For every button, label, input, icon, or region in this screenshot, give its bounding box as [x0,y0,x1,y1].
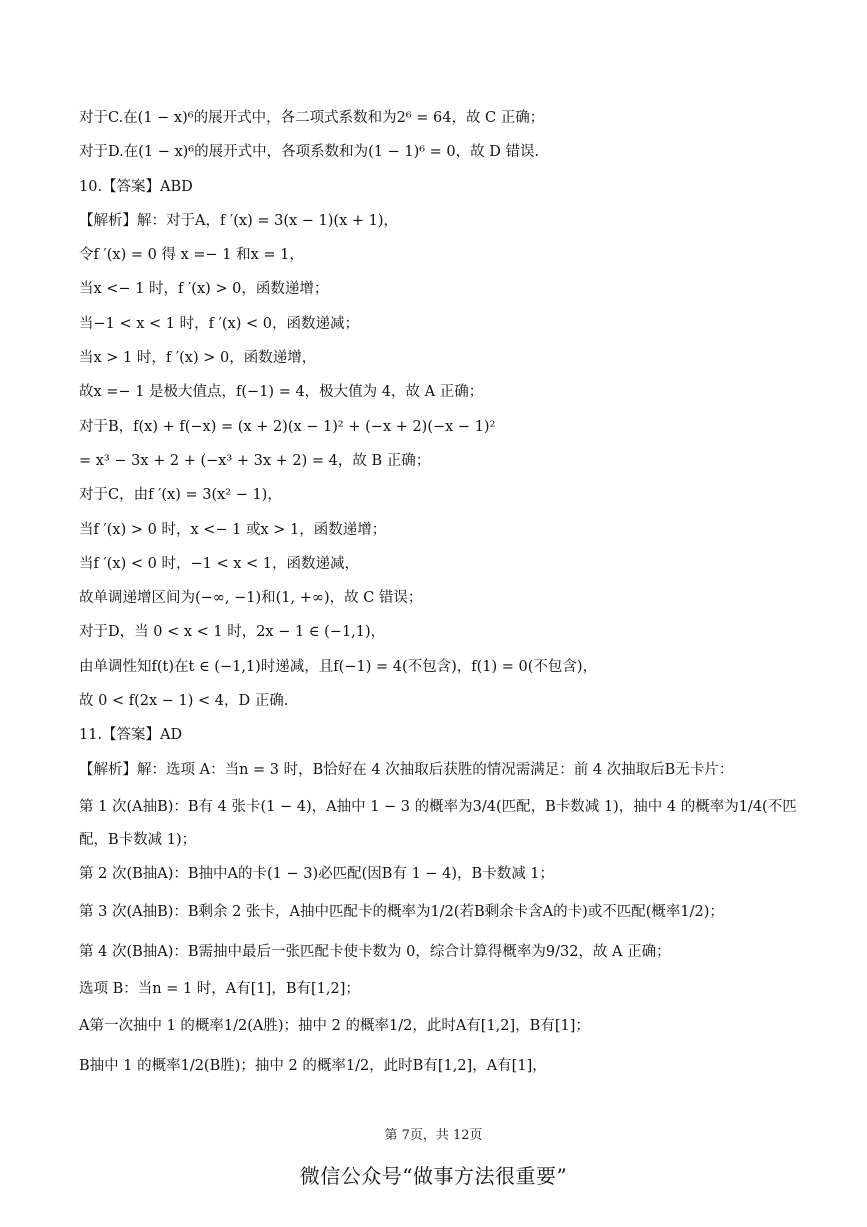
text-line: 【解析】解：选项 A：当n = 3 时，B恰好在 4 次抽取后获胜的情况需满足：前 4 次抽取后B无卡片： [79,761,734,778]
text-line: 【解析】解：对于A，f ′(x) = 3(x − 1)(x + 1)， [79,212,398,229]
text-line: 对于D，当 0 < x < 1 时，2x − 1 ∈ (−1,1)， [79,624,386,641]
text-line: 当x <− 1 时，f ′(x) > 0，函数递增； [79,281,329,298]
text-line: 故x =− 1 是极大值点，f(−1) = 4，极大值为 4，故 A 正确； [79,384,484,401]
text-line: 由单调性知f(t)在t ∈ (−1,1)时递减，且f(−1) = 4(不包含)，f(1) = 0(不包含)， [79,658,598,675]
answer-heading: 10.【答案】ABD [79,178,193,195]
page-number: 第 7页，共 12页 [384,1128,483,1143]
text-line: A第一次抽中 1 的概率1/2(A胜)；抽中 2 的概率1/2，此时A有[1,2]，B有[1]； [79,1017,590,1034]
text-line: 第 4 次(B抽A)：B需抽中最后一张匹配卡使卡数为 0，综合计算得概率为9/32，故 A 正确； [79,943,671,960]
text-line: 当f ′(x) < 0 时，−1 < x < 1，函数递减， [79,555,359,572]
text-line: 对于B，f(x) + f(−x) = (x + 2)(x − 1)² + (−x + 2)(−x − 1)² [79,418,496,435]
text-line: 第 3 次(A抽B)：B剩余 2 张卡，A抽中匹配卡的概率为1/2(若B剩余卡含A的卡)或不匹配(概率1/2)； [79,903,724,920]
text-line: 配，B卡数减 1)； [79,831,197,848]
text-line: 选项 B：当n = 1 时，A有[1]，B有[1,2]； [79,980,360,997]
text-line: 第 2 次(B抽A)：B抽中A的卡(1 − 3)必匹配(因B有 1 − 4)，B卡数减 1； [79,866,555,883]
text-line: = x³ − 3x + 2 + (−x³ + 3x + 2) = 4，故 B 正确； [79,452,431,469]
text-line: B抽中 1 的概率1/2(B胜)；抽中 2 的概率1/2，此时B有[1,2]，A有[1]， [79,1057,547,1074]
watermark-text: 微信公众号“做事方法很重要” [299,1164,568,1188]
text-line: 第 1 次(A抽B)：B有 4 张卡(1 − 4)，A抽中 1 − 3 的概率为3/4(匹配，B卡数减 1)，抽中 4 的概率为1/4(不匹 [79,798,797,815]
solution-text [79,108,799,1093]
text-line: 当x > 1 时，f ′(x) > 0，函数递增， [79,350,317,367]
text-line: 故单调递增区间为(−∞, −1)和(1, +∞)，故 C 错误； [79,590,423,607]
text-line: 对于C.在(1 − x)⁶的展开式中，各二项式系数和为2⁶ = 64，故 C 正确； [79,110,545,126]
text-line: 当−1 < x < 1 时，f ′(x) < 0，函数递减； [79,315,359,332]
answer-heading: 11.【答案】AD [79,727,183,744]
text-line: 对于D.在(1 − x)⁶的展开式中，各项系数和为(1 − 1)⁶ = 0，故 D 错误. [79,144,540,161]
text-line: 故 0 < f(2x − 1) < 4，D 正确. [79,693,289,710]
text-line: 对于C，由f ′(x) = 3(x² − 1)， [79,487,282,504]
text-line: 令f ′(x) = 0 得 x =− 1 和x = 1， [79,247,304,264]
text-line: 当f ′(x) > 0 时，x <− 1 或x > 1，函数递增； [79,521,387,538]
